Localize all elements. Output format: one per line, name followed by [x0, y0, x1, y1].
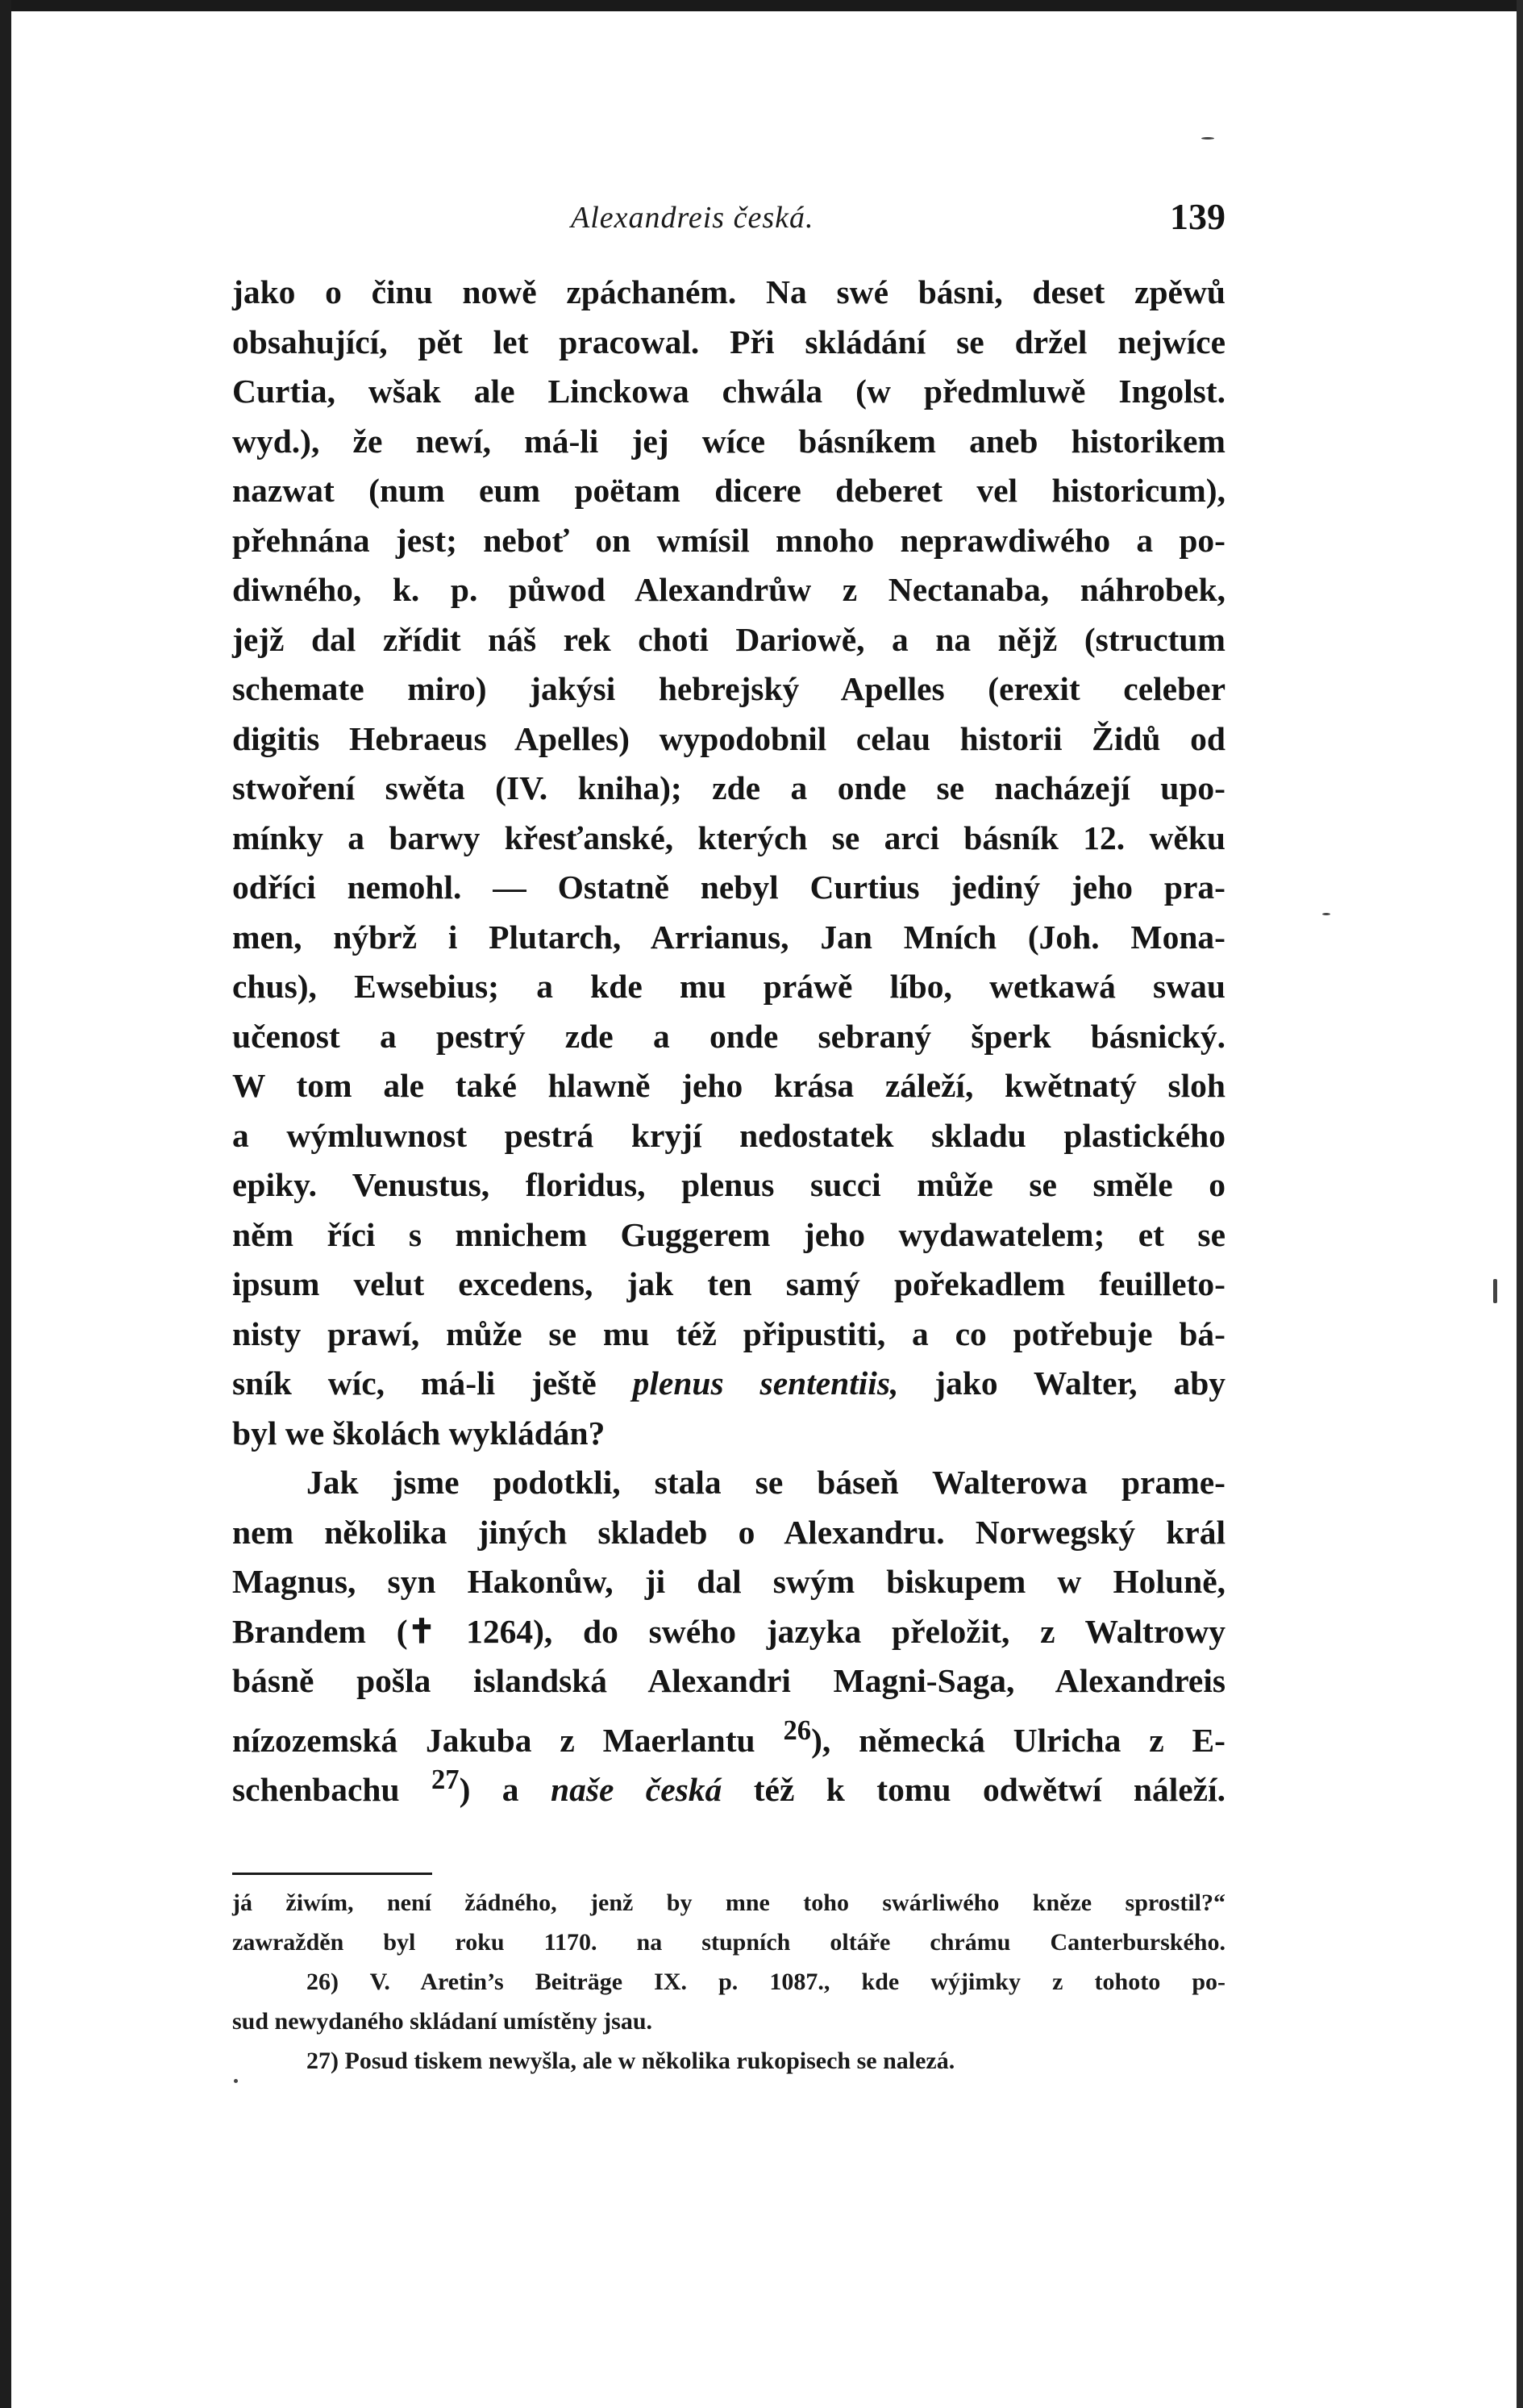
paragraph-start-line: Jak jsme podotkli, stala se báseň Walterowa prame- — [306, 1464, 1225, 1501]
footnote-line: zawražděn byl roku 1170. na stupních oltáře chrámu Canterburského. — [232, 1929, 1225, 1956]
text-line: chus), Ewsebius; a kde mu práwě líbo, wetkawá swau — [232, 968, 1225, 1005]
text-line-mixed — [232, 1756, 1225, 1806]
text-line: Magnus, syn Hakonůw, ji dal swým biskupem w Holuně, — [232, 1563, 1225, 1600]
text-line: obsahující, pět let pracowal. Při skládání se držel nejwíce — [232, 323, 1225, 360]
text-line: W tom ale také hlawně jeho krása záleží, kwětnatý sloh — [232, 1067, 1225, 1104]
scan-left-edge — [0, 0, 11, 2408]
text-line: stwoření swěta (IV. kniha); zde a onde se nacházejí upo- — [232, 769, 1225, 806]
text-line: digitis Hebraeus Apelles) wypodobnil celau historii Židů od — [232, 719, 1225, 757]
text-line: men, nýbrž i Plutarch, Arrianus, Jan Mních (Joh. Mona- — [232, 918, 1225, 956]
footnotes — [232, 1883, 1225, 2081]
text-line: mínky a barwy křesťanské, kterých se arci básník 12. wěku — [232, 819, 1225, 856]
text-line: učenost a pestrý zde a onde sebraný šperk básnický. — [232, 1017, 1225, 1055]
text-line: diwného, k. p. půwod Alexandrůw z Nectanaba, náhrobek, — [232, 571, 1225, 608]
scan-top-edge — [0, 0, 1523, 11]
text-line: nem několika jiných skladeb o Alexandru. Norwegský král — [232, 1513, 1225, 1551]
scan-speck — [1322, 913, 1330, 915]
running-title: Alexandreis česká. — [571, 201, 814, 235]
text-segment: též k tomu odwětwí náleží. — [753, 1770, 1226, 1808]
text-line-mixed — [232, 1359, 1225, 1409]
text-segment: jako Walter, aby — [934, 1364, 1226, 1402]
text-line: jejž dal zřídit náš rek choti Dariowě, a na nějž (structum — [232, 620, 1225, 658]
scan-speck — [1493, 1279, 1497, 1303]
text-line: epiky. Venustus, floridus, plenus succi může se směle o — [232, 1166, 1225, 1203]
page-header — [232, 196, 1225, 248]
footnote-divider — [232, 1873, 432, 1875]
text-line: Brandem (✝ 1264), do swého jazyka přeložit, z Waltrowy — [232, 1612, 1225, 1650]
scan-speck — [1201, 137, 1214, 140]
text-line: wyd.), že newí, má-li jej wíce básníkem aneb historikem — [232, 422, 1225, 460]
text-line: a wýmluwnost pestrá kryjí nedostatek skladu plastického — [232, 1116, 1225, 1154]
footnote-ref-26: 26 — [783, 1714, 812, 1746]
scan-speck — [234, 2079, 238, 2083]
italic-phrase: naše česká — [550, 1770, 722, 1808]
text-segment: schenbachu — [232, 1770, 400, 1808]
text-line: nisty prawí, může se mu též připustiti, a co potřebuje bá- — [232, 1314, 1225, 1352]
text-line: básně pošla islandská Alexandri Magni-Saga, Alexandreis — [232, 1662, 1225, 1699]
italic-phrase: plenus sententiis, — [632, 1364, 899, 1402]
text-line-mixed — [232, 1706, 1225, 1759]
text-line: odříci nemohl. — Ostatně nebyl Curtius jediný jeho pra- — [232, 869, 1225, 906]
text-line: ipsum velut excedens, jak ten samý pořekadlem feuilleto- — [232, 1265, 1225, 1302]
text-line: přehnána jest; neboť on wmísil mnoho neprawdiwého a po- — [232, 521, 1225, 559]
text-line: schemate miro) jakýsi hebrejský Apelles (erexit celeber — [232, 670, 1225, 707]
text-line: jako o činu nowě zpáchaném. Na swé básni, deset zpěwů — [232, 273, 1225, 310]
text-segment: sník wíc, má-li ještě — [232, 1364, 597, 1402]
scan-right-edge — [1517, 0, 1523, 2408]
footnote-26: 26) V. Aretin’s Beiträge IX. p. 1087., kde wýjimky z tohoto po- — [306, 1968, 1225, 1995]
main-text — [232, 268, 1225, 1806]
text-segment: ), německá Ulricha z E- — [811, 1721, 1225, 1759]
text-segment: nízozemská Jakuba z Maerlantu — [232, 1721, 755, 1759]
page-number: 139 — [1170, 196, 1225, 237]
text-line: něm říci s mnichem Guggerem jeho wydawatelem; et se — [232, 1215, 1225, 1253]
text-line: byl we školách wykládán? — [232, 1414, 605, 1452]
footnote-27: 27) Posud tiskem newyšla, ale w několika rukopisech se nalezá. — [306, 2048, 955, 2074]
footnote-ref-27: 27 — [431, 1764, 460, 1795]
text-line: nazwat (num eum poëtam dicere deberet vel historicum), — [232, 472, 1225, 509]
text-segment: ) a — [459, 1770, 519, 1808]
footnote-line: já žiwím, není žádného, jenž by mne toho swárliwého kněze sprostil?“ — [232, 1889, 1225, 1916]
footnote-line: sud newydaného skládaní umístěny jsau. — [232, 2008, 653, 2035]
text-line: Curtia, wšak ale Linckowa chwála (w předmluwě Ingolst. — [232, 373, 1225, 410]
